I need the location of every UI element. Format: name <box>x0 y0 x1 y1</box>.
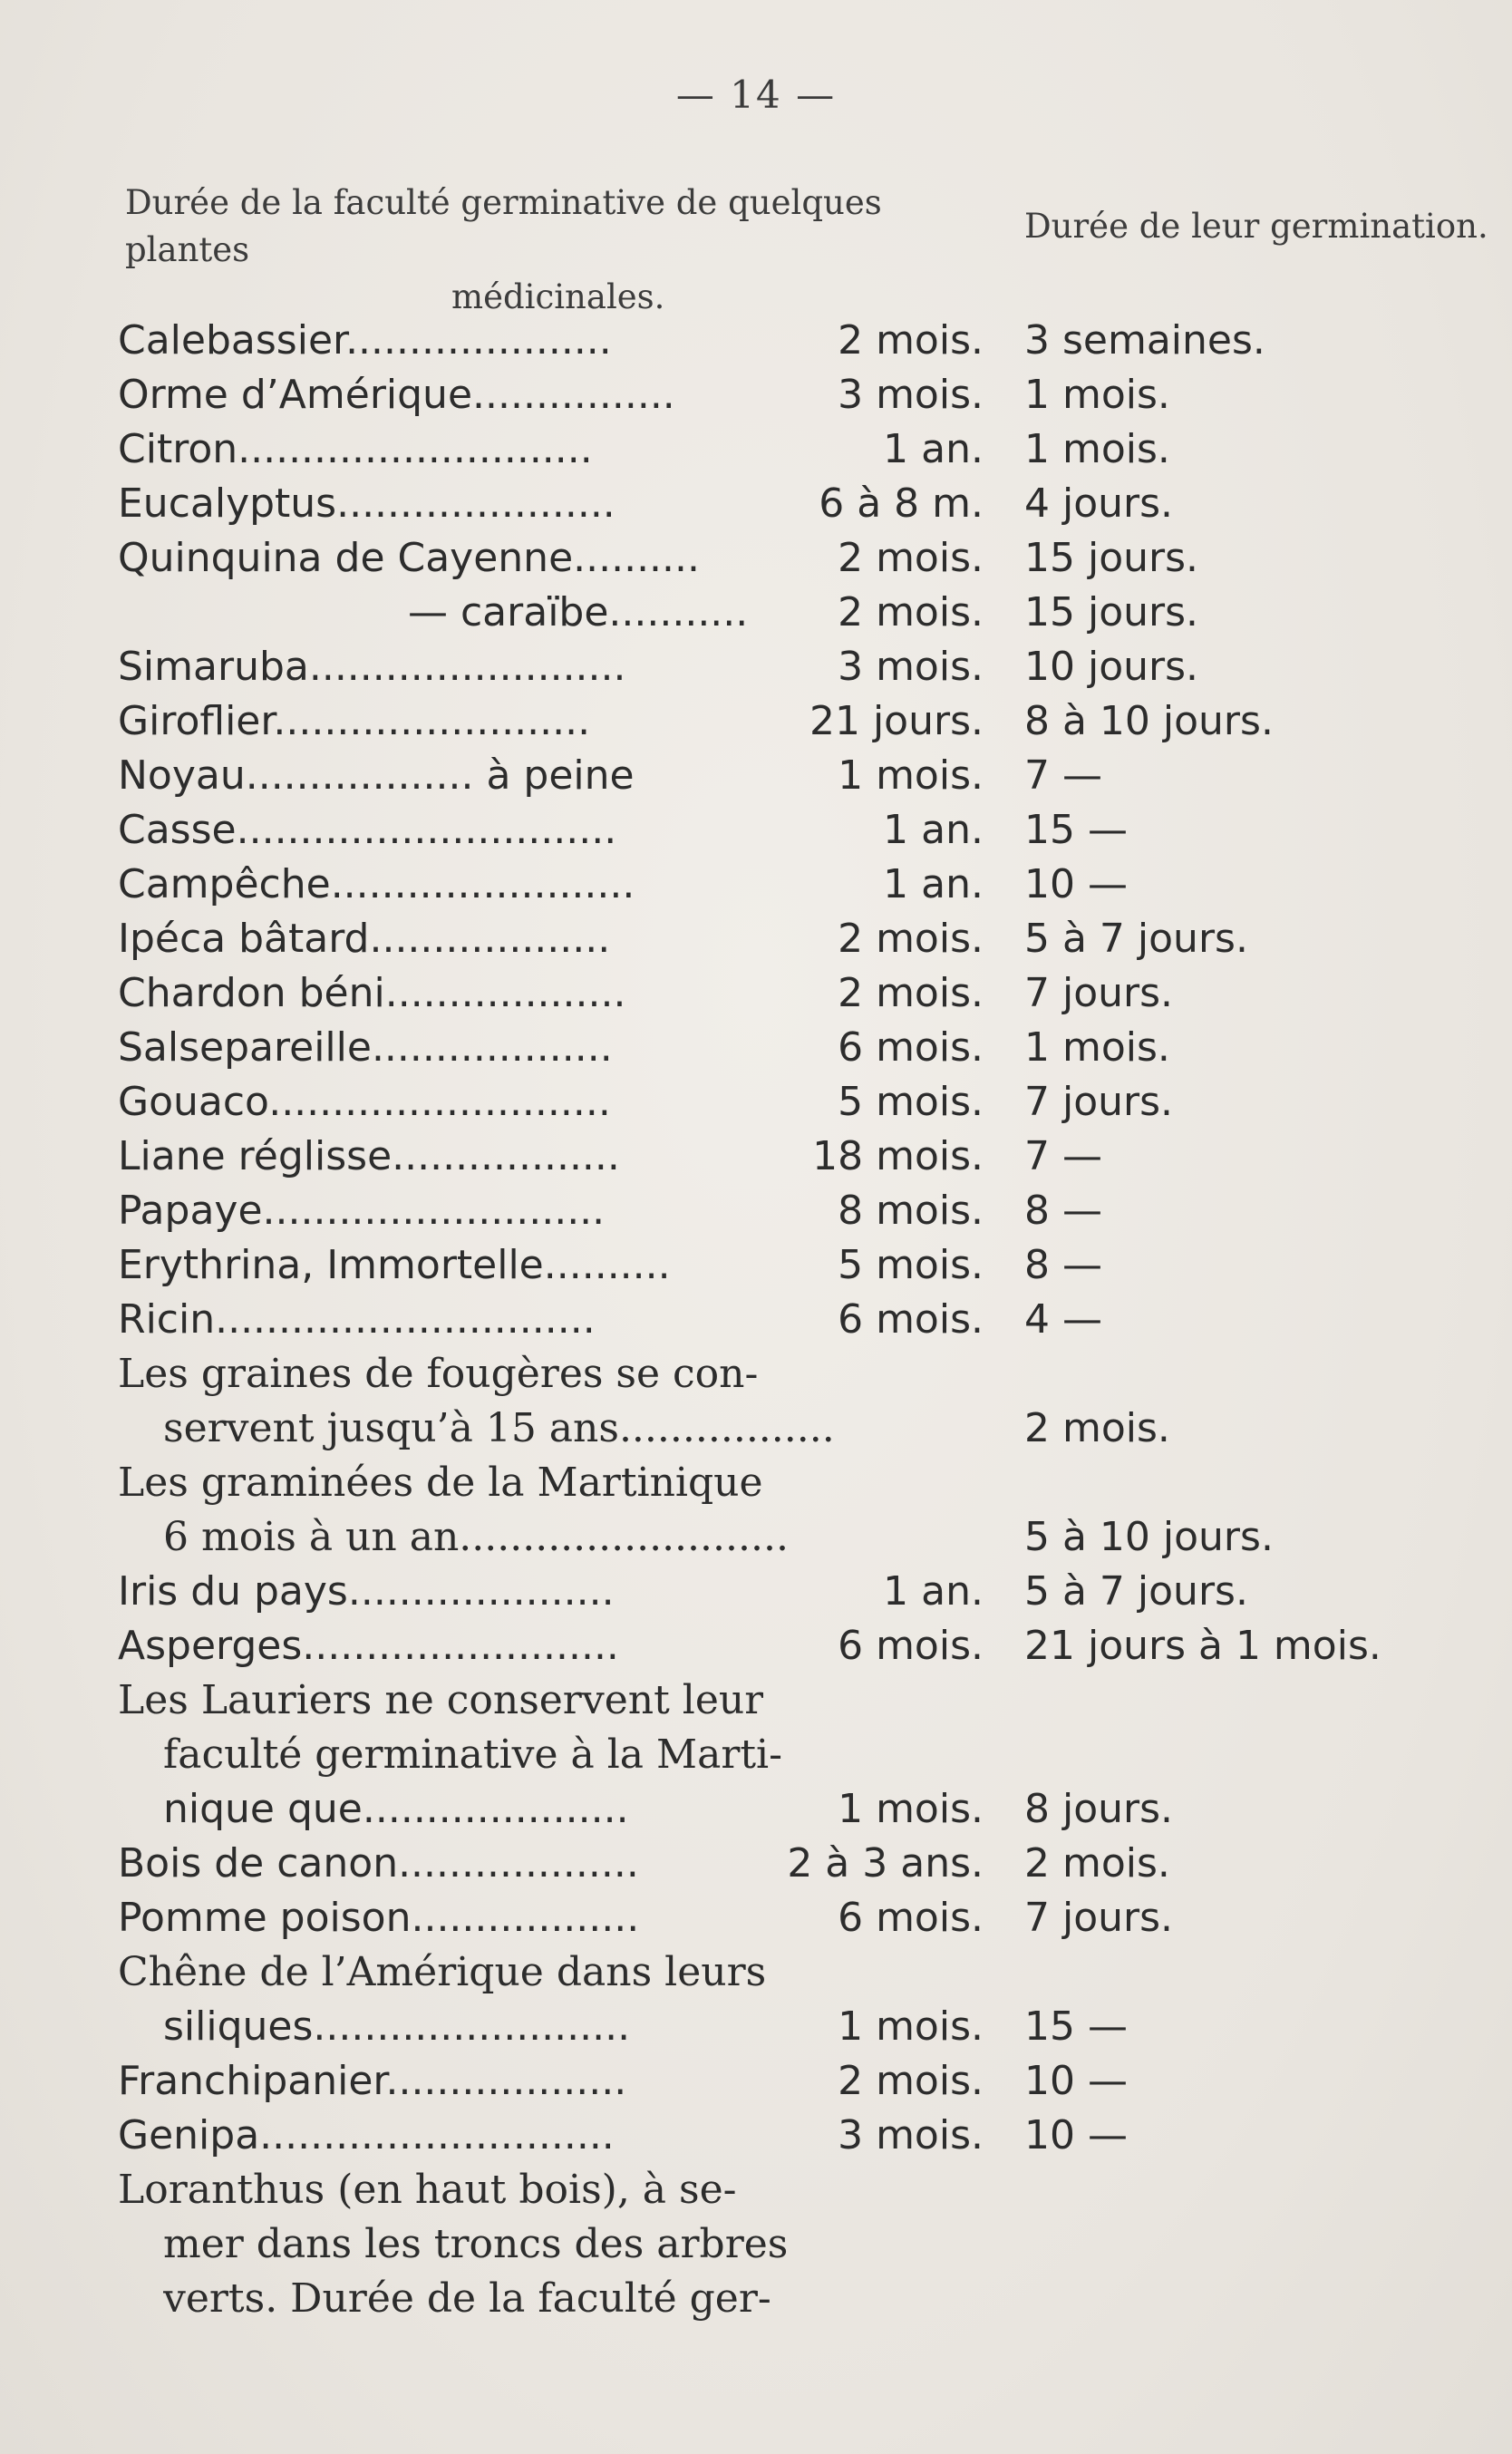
plant-name: Papaye........................... <box>118 1188 606 1234</box>
table-row <box>0 1130 1512 1184</box>
table-row <box>0 694 1512 749</box>
germination-duration: 10 — <box>1024 2058 1128 2104</box>
seed-viability-duration: 5 mois. <box>838 1079 984 1125</box>
plant-name: Liane réglisse.................. <box>118 1133 620 1179</box>
germination-duration: 4 jours. <box>1024 480 1174 527</box>
plant-name: Genipa............................ <box>118 2112 615 2158</box>
table-row <box>0 2109 1512 2163</box>
table-row <box>0 368 1512 422</box>
table-row <box>0 314 1512 368</box>
seed-viability-duration: 6 mois. <box>838 1024 984 1071</box>
plant-name: Campêche........................ <box>118 861 635 907</box>
plant-name: 6 mois à un an.......................... <box>163 1514 789 1560</box>
germination-duration: 15 jours. <box>1024 535 1199 581</box>
seed-viability-duration: 1 an. <box>883 861 984 907</box>
germination-duration: 15 jours. <box>1024 589 1199 635</box>
seed-viability-duration: 3 mois. <box>838 2112 984 2158</box>
table-row <box>0 422 1512 477</box>
germination-duration: 10 — <box>1024 2112 1128 2158</box>
seed-viability-duration: 1 an. <box>883 807 984 853</box>
seed-viability-duration: 1 mois. <box>838 1786 984 1832</box>
germination-duration: 8 — <box>1024 1242 1102 1288</box>
table-row <box>0 1891 1512 1945</box>
seed-viability-duration: 3 mois. <box>838 372 984 418</box>
germination-duration: 1 mois. <box>1024 1024 1170 1071</box>
table-row <box>0 2054 1512 2109</box>
plant-name: verts. Durée de la faculté ger- <box>163 2275 771 2322</box>
germination-duration: 7 jours. <box>1024 1079 1174 1125</box>
plant-name: Orme d’Amérique................ <box>118 372 675 418</box>
seed-viability-duration: 18 mois. <box>812 1133 984 1179</box>
germination-duration: 7 — <box>1024 752 1102 799</box>
plant-name: Eucalyptus...................... <box>118 480 615 527</box>
germination-duration: 7 — <box>1024 1133 1102 1179</box>
table-row <box>0 640 1512 694</box>
germination-duration: 2 mois. <box>1024 1840 1170 1887</box>
seed-viability-duration: 8 mois. <box>838 1188 984 1234</box>
table-row <box>0 1945 1512 2000</box>
germination-duration: 8 à 10 jours. <box>1024 698 1274 744</box>
table-row <box>0 1673 1512 1728</box>
plant-name: Pomme poison.................. <box>118 1895 640 1941</box>
table-row <box>0 586 1512 640</box>
germination-duration: 8 jours. <box>1024 1786 1174 1832</box>
table-row <box>0 1510 1512 1565</box>
seed-viability-duration: 2 mois. <box>838 2058 984 2104</box>
table-row <box>0 1456 1512 1510</box>
plant-name: siliques......................... <box>163 2003 631 2050</box>
plant-name: servent jusqu’à 15 ans................. <box>163 1405 835 1451</box>
plant-name: Chêne de l’Amérique dans leurs <box>118 1949 767 1995</box>
table-row <box>0 1293 1512 1347</box>
seed-viability-duration: 6 mois. <box>838 1296 984 1343</box>
table-row <box>0 803 1512 858</box>
germination-duration: 4 — <box>1024 1296 1102 1343</box>
plant-name: faculté germinative à la Marti- <box>163 1731 782 1778</box>
germination-duration: 15 — <box>1024 2003 1128 2050</box>
table-row <box>0 1184 1512 1238</box>
seed-viability-duration: 1 mois. <box>838 2003 984 2050</box>
plant-name: Les Lauriers ne conservent leur <box>118 1677 764 1723</box>
seed-viability-duration: 1 an. <box>883 1568 984 1615</box>
plant-name: Ipéca bâtard................... <box>118 916 611 962</box>
plant-name: Casse.............................. <box>118 807 617 853</box>
germination-duration: 5 à 10 jours. <box>1024 1514 1274 1560</box>
seed-viability-duration: 21 jours. <box>809 698 984 744</box>
germination-duration: 1 mois. <box>1024 372 1170 418</box>
germination-duration: 15 — <box>1024 807 1128 853</box>
plant-name: Erythrina, Immortelle.......... <box>118 1242 671 1288</box>
page-number: — 14 — <box>675 73 837 117</box>
table-row <box>0 2163 1512 2217</box>
table-row <box>0 1728 1512 1782</box>
plant-name: mer dans les troncs des arbres <box>163 2221 789 2267</box>
germination-duration: 1 mois. <box>1024 426 1170 472</box>
table-row <box>0 749 1512 803</box>
plant-name: Simaruba......................... <box>118 644 626 690</box>
seed-viability-duration: 2 mois. <box>838 916 984 962</box>
plant-name: Iris du pays..................... <box>118 1568 615 1615</box>
table-row <box>0 858 1512 912</box>
table-row <box>0 477 1512 531</box>
plant-name: Quinquina de Cayenne.......... <box>118 535 700 581</box>
seed-viability-duration: 1 mois. <box>838 752 984 799</box>
seed-viability-duration: 2 à 3 ans. <box>787 1840 984 1887</box>
plant-name: Chardon béni................... <box>118 970 626 1016</box>
seed-viability-duration: 2 mois. <box>838 535 984 581</box>
seed-viability-duration: 6 mois. <box>838 1895 984 1941</box>
table-row <box>0 2217 1512 2272</box>
table-row <box>0 1782 1512 1837</box>
plant-name: Les graines de fougères se con- <box>118 1351 759 1397</box>
seed-viability-duration: 2 mois. <box>838 317 984 364</box>
header-line-1: Durée de la faculté germinative de quelques plantes <box>125 183 882 269</box>
table-row <box>0 1238 1512 1293</box>
germination-duration: 10 — <box>1024 861 1128 907</box>
plant-name: Asperges......................... <box>118 1623 619 1669</box>
table-row <box>0 912 1512 966</box>
germination-duration: 7 jours. <box>1024 970 1174 1016</box>
seed-viability-duration: 6 mois. <box>838 1623 984 1669</box>
table-row <box>0 1565 1512 1619</box>
germination-duration: 10 jours. <box>1024 644 1199 690</box>
seed-viability-duration: 3 mois. <box>838 644 984 690</box>
plant-name: nique que..................... <box>163 1786 629 1832</box>
germination-duration: 7 jours. <box>1024 1895 1174 1941</box>
plant-name: Noyau.................. à peine <box>118 752 635 799</box>
table-row <box>0 1075 1512 1130</box>
seed-viability-duration: 1 an. <box>883 426 984 472</box>
plant-name: Loranthus (en haut bois), à se- <box>118 2167 737 2213</box>
seed-viability-duration: 6 à 8 m. <box>819 480 984 527</box>
seed-viability-duration: 2 mois. <box>838 589 984 635</box>
plant-name: Franchipanier................... <box>118 2058 627 2104</box>
seed-viability-duration: 2 mois. <box>838 970 984 1016</box>
plant-name: Les graminées de la Martinique <box>118 1460 763 1506</box>
germination-duration: 3 semaines. <box>1024 317 1265 364</box>
germination-duration: 5 à 7 jours. <box>1024 916 1248 962</box>
table-row <box>0 1837 1512 1891</box>
plant-name: Bois de canon................... <box>118 1840 639 1887</box>
plant-name: Ricin.............................. <box>118 1296 596 1343</box>
header-line-2: médicinales. <box>451 277 665 316</box>
plant-name: — caraïbe........... <box>408 589 749 635</box>
germination-duration: 5 à 7 jours. <box>1024 1568 1248 1615</box>
table-row <box>0 1021 1512 1075</box>
table-row <box>0 966 1512 1021</box>
plant-name: Calebassier..................... <box>118 317 612 364</box>
germination-duration: 21 jours à 1 mois. <box>1024 1623 1381 1669</box>
germination-duration: 2 mois. <box>1024 1405 1170 1451</box>
plant-name: Salsepareille................... <box>118 1024 613 1071</box>
table-row <box>0 1619 1512 1673</box>
table-row <box>0 1347 1512 1402</box>
germination-duration: 8 — <box>1024 1188 1102 1234</box>
plant-name: Citron............................ <box>118 426 593 472</box>
table-row <box>0 1402 1512 1456</box>
plant-name: Giroflier......................... <box>118 698 591 744</box>
seed-viability-duration: 5 mois. <box>838 1242 984 1288</box>
germination-column-header: Durée de leur germination. <box>1024 207 1488 246</box>
table-row <box>0 2272 1512 2326</box>
table-row <box>0 2000 1512 2054</box>
plant-name: Gouaco........................... <box>118 1079 611 1125</box>
table-row <box>0 531 1512 586</box>
